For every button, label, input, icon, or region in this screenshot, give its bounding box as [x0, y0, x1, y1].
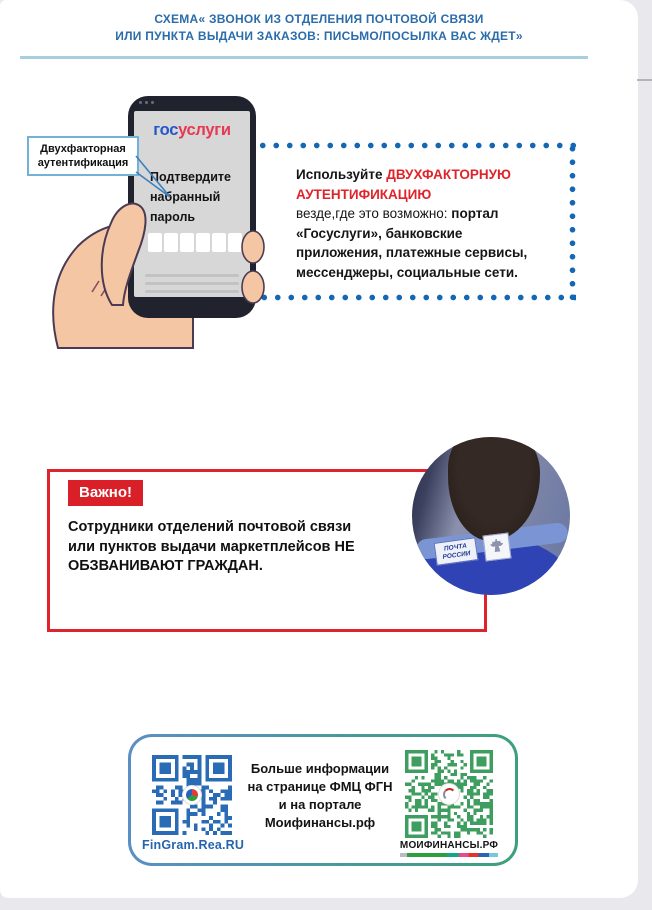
fingertips-illustration [240, 225, 272, 320]
gosuslugi-logo [134, 121, 250, 140]
moifinansy-brand-stripe [400, 853, 498, 857]
phone-speaker-dots-icon [139, 101, 154, 104]
important-badge: Важно! [68, 480, 143, 506]
background-divider-line [637, 79, 652, 81]
tip-middle: везде,где это возможно: [296, 206, 452, 221]
postal-worker-photo [412, 437, 570, 595]
gosuslugi-logo-part1: гос [153, 121, 179, 139]
page-title [0, 11, 638, 45]
footer-info-text: Больше информации на странице ФМЦ ФГН и на портале Моифинансы.рф [247, 761, 393, 830]
page-title-line2: ИЛИ ПУНКТА ВЫДАЧИ ЗАКАЗОВ: ПИСЬМО/ПОСЫЛКА ВАС ЖДЕТ» [115, 29, 523, 43]
gosuslugi-logo-part2: услуги [178, 121, 231, 139]
postal-eagle-patch [483, 533, 512, 562]
tip-tail: портал «Госуслуги», банковские приложения, платежные сервисы, мессенджеры, социальные сети. [296, 206, 528, 280]
dotted-border-bottom [244, 294, 576, 301]
two-factor-callout: Двухфакторная аутентификация [27, 136, 139, 176]
worker-hair [448, 437, 540, 541]
page-title-line1: СХЕМА« ЗВОНОК ИЗ ОТДЕЛЕНИЯ ПОЧТОВОЙ СВЯЗИ [154, 12, 484, 26]
fingram-qr-logo-icon [182, 785, 202, 805]
fingram-link-label: FinGram.Rea.RU [142, 838, 245, 852]
moifinansy-qr-logo-icon [438, 783, 460, 805]
dotted-border-top [256, 142, 576, 149]
password-input-boxes [148, 233, 242, 252]
moifinansy-link-label: МОИФИНАНСЫ.РФ [399, 840, 499, 851]
pochta-rossii-patch: ПОЧТА РОССИИ [434, 537, 479, 566]
callout-pointer-lines [130, 150, 190, 210]
two-factor-tip-text [296, 165, 548, 282]
thumb-illustration [90, 193, 160, 308]
dotted-border-right [569, 142, 576, 302]
postal-eagle-icon [486, 536, 508, 558]
important-text: Сотрудники отделений почтовой связи или пунктов выдачи маркетплейсов НЕ ОБЗВАНИВАЮТ ГРАЖДАН. [68, 519, 355, 574]
footer-info-box [128, 734, 518, 866]
tip-highlight: ДВУХФАКТОРНУЮ АУТЕНТИФИКАЦИЮ [296, 167, 511, 202]
tip-lead: Используйте [296, 167, 387, 182]
password-prompt-text: Подтвердите набранный пароль [150, 170, 231, 224]
header-divider [20, 56, 588, 59]
